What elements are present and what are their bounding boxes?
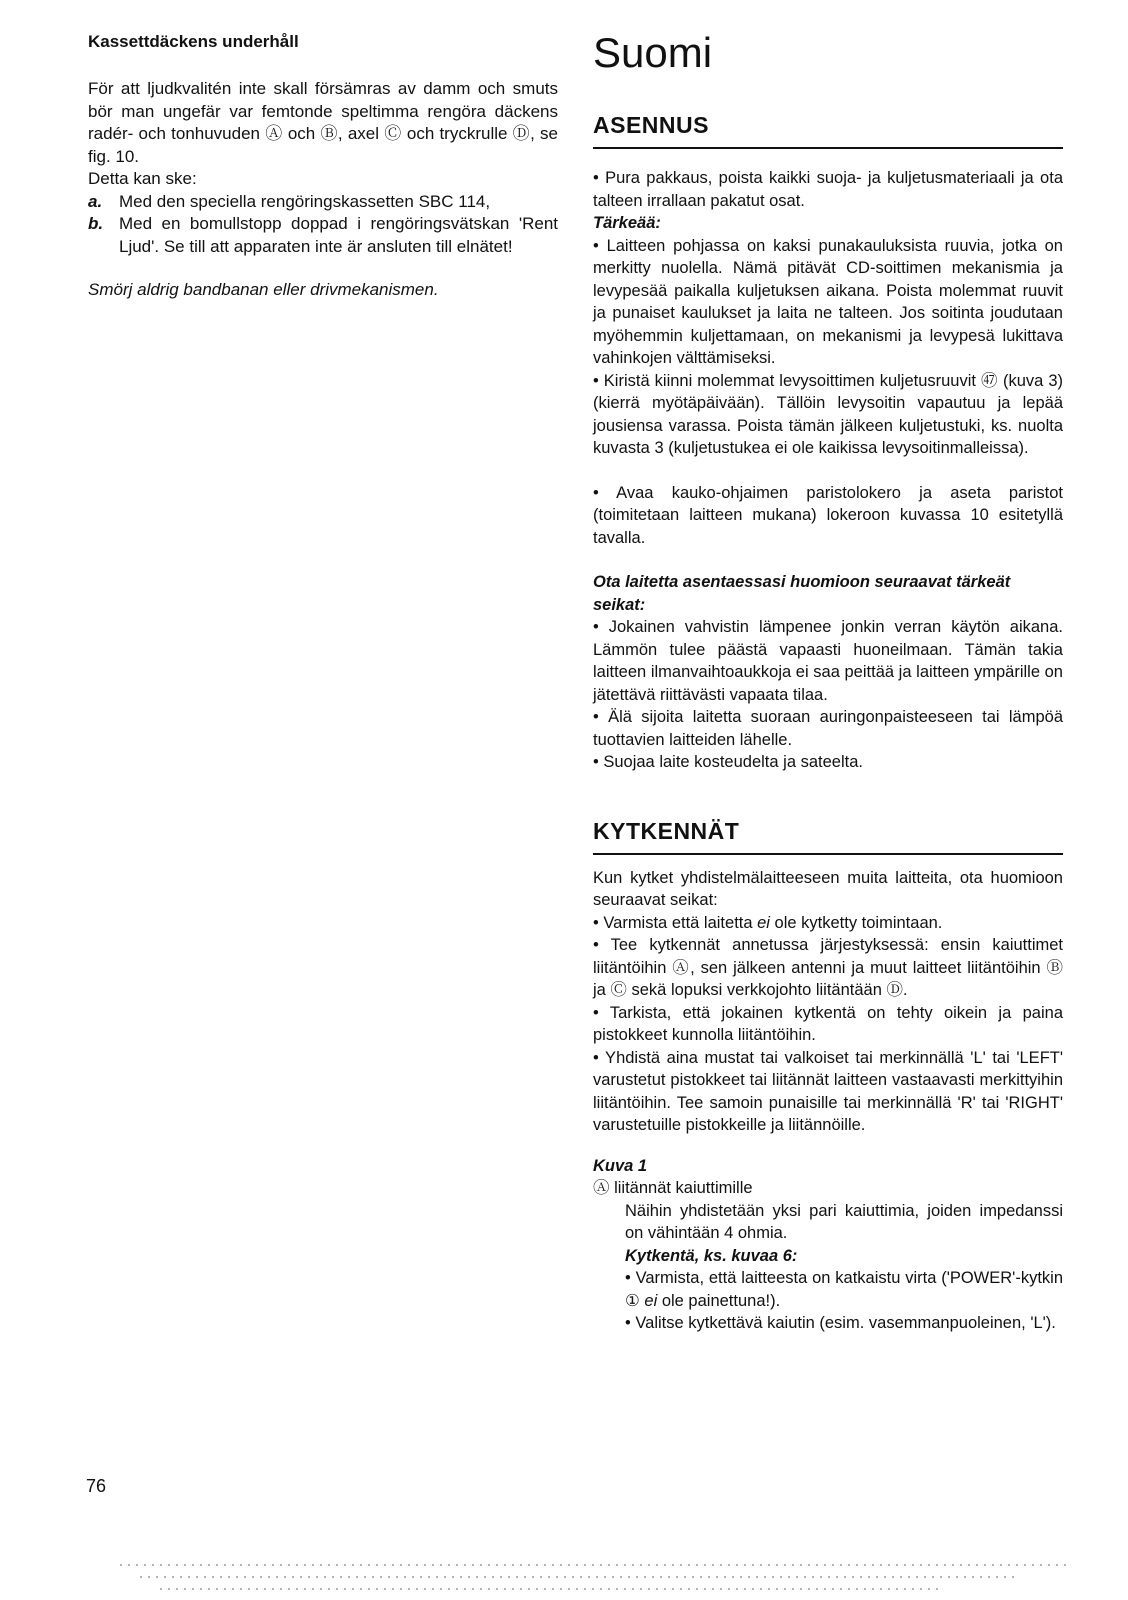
paragraph: • Avaa kauko-ohjaimen paristolokero ja aseta paristot (toimitetaan laitteen mukana) lokeroon kuvassa 10 esitetyllä tavalla. (593, 483, 1063, 547)
figure-detail (593, 1200, 1063, 1335)
paragraph: • Suojaa laite kosteudelta ja sateelta. (593, 753, 863, 772)
scan-noise (120, 1555, 1070, 1595)
maintenance-heading: Kassettdäckens underhåll (88, 32, 299, 51)
list-item (88, 213, 558, 258)
notice-heading: Ota laitetta asentaessasi huomioon seuraavat tärkeät seikat: (593, 573, 1011, 614)
paragraph: • Varmista että laitetta ei ole kytketty toimintaan. (593, 913, 943, 932)
paragraph: • Valitse kytkettävä kaiutin (esim. vasemmanpuoleinen, 'L'). (625, 1314, 1056, 1333)
page-number: 76 (86, 1476, 107, 1496)
list-item (88, 191, 558, 214)
paragraph: • Jokainen vahvistin lämpenee jonkin verran käytön aikana. Lämmön tulee päästä vapaasti huoneilmaan. Tämän takia laitteen ilmanvaihtoaukkoja ei saa peittää ja laitteen ympärille on jätettävä riittävästi vapaata tilaa. (593, 618, 1063, 704)
important-label: Tärkeää: (593, 214, 661, 233)
asennus-body (593, 167, 1063, 774)
kytkennat-body (593, 867, 1063, 1335)
figure-label: Kuva 1 (593, 1156, 648, 1175)
paragraph: Näihin yhdistetään yksi pari kaiuttimia, joiden impedanssi on vähintään 4 ohmia. (625, 1201, 1063, 1243)
list-marker: a. (88, 191, 103, 211)
language-title: Suomi (593, 29, 713, 76)
swedish-column (88, 32, 558, 300)
maintenance-lead: Detta kan ske: (88, 169, 197, 188)
section-title-asennus: ASENNUS (593, 112, 1063, 149)
paragraph: • Kiristä kiinni molemmat levysoittimen kuljetusruuvit ㊼ (kuva 3) (kierrä myötäpäivään). Tällöin levysoitin vapautuu ja lepää jousiensa varassa. Poista tämän jälkeen kuljetustuki, ks. nuolta kuvasta 3 (kuljetustukea ei ole kaikissa levysoitinmalleissa). (593, 371, 1063, 458)
paragraph: • Pura pakkaus, poista kaikki suoja- ja kuljetusmateriaali ja ota talteen irrallaan pakatut osat. (593, 169, 1063, 210)
list-text: Med en bomullstopp doppad i rengöringsvätskan 'Rent Ljud'. Se till att apparaten inte är ansluten till elnätet! (119, 214, 558, 256)
list-marker: b. (88, 214, 104, 233)
paragraph: • Älä sijoita laitetta suoraan auringonpaisteeseen tai lämpöä tuottavien laitteiden lähelle. (593, 708, 1063, 749)
section-title-kytkennat: KYTKENNÄT (593, 818, 1063, 855)
connect-label: Kytkentä, ks. kuvaa 6: (625, 1246, 798, 1265)
paragraph: • Laitteen pohjassa on kaksi punakauluksista ruuvia, jotka on merkitty nuolella. Nämä pitävät CD-soittimen mekanismia ja levypesää paikalla kuljetuksen aikana. Poista molemmat ruuvit ja punaiset kaulukset ja laita ne talteen. Jos soitinta joudutaan myöhemmin kuljettamaan, on mekanismi ja levypesä lukittava vahinkojen välttämiseksi. (593, 236, 1063, 368)
paragraph: • Yhdistä aina mustat tai valkoiset tai merkinnällä 'L' tai 'LEFT' varustetut pistokkeet tai liitännät laitteen vastaavasti merkittyihin liitäntöihin. Tee samoin punaisille tai merkinnällä 'R' tai 'RIGHT' varustetuille pistokkeille ja liitännöille. (593, 1048, 1063, 1135)
lubrication-note: Smörj aldrig bandbanan eller drivmekanismen. (88, 280, 439, 299)
maintenance-intro: För att ljudkvalitén inte skall försämras av damm och smuts bör man ungefär var femtonde speltimma rengöra däckens radér- och tonhuvuden Ⓐ och Ⓑ, axel Ⓒ och tryckrulle Ⓓ, se fig. 10. (88, 79, 558, 166)
paragraph: • Tarkista, että jokainen kytkentä on tehty oikein ja paina pistokkeet kunnolla liitäntöihin. (593, 1003, 1063, 1045)
paragraph: Kun kytket yhdistelmälaitteeseen muita laitteita, ota huomioon seuraavat seikat: (593, 868, 1063, 910)
paragraph: • Tee kytkennät annetussa järjestyksessä: ensin kaiuttimet liitäntöihin Ⓐ, sen jälkeen antenni ja muut laitteet liitäntöihin Ⓑ ja Ⓒ sekä lopuksi verkkojohto liitäntään Ⓓ. (593, 936, 1063, 1000)
finnish-column (593, 30, 1063, 1335)
paragraph: • Varmista, että laitteesta on katkaistu virta ('POWER'-kytkin ① ei ole painettuna!). (625, 1269, 1063, 1310)
list-text: Med den speciella rengöringskassetten SBC 114, (119, 191, 491, 211)
figure-item: Ⓐ liitännät kaiuttimille (593, 1179, 753, 1198)
